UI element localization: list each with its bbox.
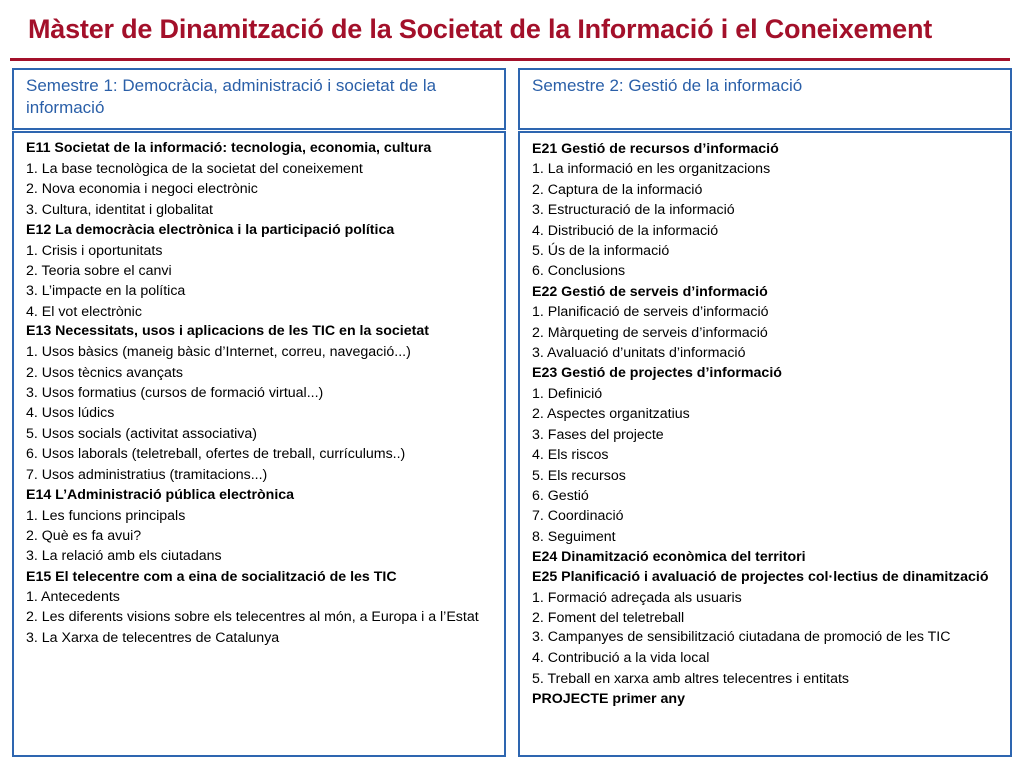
list-item: 1. Antecedents [26,589,120,606]
list-item: 3. Avaluació d’unitats d’informació [532,345,746,362]
module-heading: E24 Dinamització econòmica del territori [532,549,806,566]
list-item: 3. Estructuració de la informació [532,202,735,219]
module-heading: PROJECTE primer any [532,691,685,708]
list-item: 2. Aspectes organitzatius [532,406,690,423]
list-item: 3. Campanyes de sensibilització ciutadana de promoció de les TIC [532,629,951,646]
list-item: 7. Usos administratius (tramitacions...) [26,466,268,483]
list-item: 3. Fases del projecte [532,426,664,443]
list-item: 2. Màrqueting de serveis d’informació [532,324,768,341]
list-item: 5. Els recursos [532,467,626,484]
list-item: 4. El vot electrònic [26,303,142,320]
semester1-header-box [12,68,506,130]
list-item: 3. L’impacte en la política [26,283,186,300]
module-heading: E22 Gestió de serveis d’informació [532,283,768,300]
module-heading: E25 Planificació i avaluació de projectes col·lectius de dinamització [532,568,989,585]
list-item: 1. Crisis i oportunitats [26,242,163,259]
module-heading: E12 La democràcia electrònica i la participació política [26,222,395,239]
list-item: 3. La Xarxa de telecentres de Catalunya [26,629,280,646]
list-item: 5. Ús de la informació [532,243,670,260]
module-heading: E14 L’Administració pública electrònica [26,487,295,504]
list-item: 1. La informació en les organitzacions [532,161,771,178]
list-item: 2. Usos tècnics avançats [26,364,183,381]
list-item: 4. Contribució a la vida local [532,650,710,667]
list-item: 5. Usos socials (activitat associativa) [26,425,258,442]
module-heading: E11 Societat de la informació: tecnologia, economia, cultura [26,140,432,156]
list-item: 1. Formació adreçada als usuaris [532,589,742,606]
list-item: 2. Foment del teletreball [532,609,685,626]
list-item: 1. Planificació de serveis d’informació [532,304,769,321]
list-item: 1. La base tecnològica de la societat del coneixement [26,161,363,177]
module-heading: E21 Gestió de recursos d’informació [532,141,779,157]
list-item: 4. Els riscos [532,447,609,464]
list-item: 2. Què es fa avui? [26,527,142,544]
semester2-header: Semestre 2: Gestió de la informació [532,76,803,95]
list-item: 6. Usos laborals (teletreball, ofertes de treball, currículums..) [26,446,406,463]
list-item: 1. Usos bàsics (maneig bàsic d’Internet, correu, navegació...) [26,344,411,361]
list-item: 3. Cultura, identitat i globalitat [26,201,213,218]
list-item: 6. Gestió [532,487,589,504]
semester1-list [14,133,504,648]
semester2-list [520,133,1010,710]
list-item: 6. Conclusions [532,263,626,280]
list-item: 3. La relació amb els ciutadans [26,548,222,565]
list-item: 4. Usos lúdics [26,405,115,422]
semester2-header-box [518,68,1012,130]
page-title: Màster de Dinamització de la Societat de la Informació i el Coneixement [28,14,933,44]
title-divider [10,58,1010,61]
list-item: 2. Captura de la informació [532,181,703,198]
list-item: 1. Les funcions principals [26,507,186,524]
list-item: 2. Teoria sobre el canvi [26,263,172,280]
list-item: 2. Les diferents visions sobre els telecentres al món, a Europa i a l’Estat [26,608,479,625]
semester1-header: Semestre 1: Democràcia, administració i societat de la informació [26,76,437,117]
list-item: 3. Usos formatius (cursos de formació virtual...) [26,385,324,402]
list-item: 5. Treball en xarxa amb altres telecentres i entitats [532,670,850,687]
list-item: 2. Nova economia i negoci electrònic [26,181,258,198]
semester2-content-box [518,131,1012,757]
list-item: 7. Coordinació [532,508,624,525]
module-heading: E23 Gestió de projectes d’informació [532,365,782,382]
list-item: 1. Definició [532,385,603,402]
list-item: 4. Distribució de la informació [532,222,719,239]
semester1-content-box [12,131,506,757]
list-item: 8. Seguiment [532,528,616,545]
module-heading: E13 Necessitats, usos i aplicacions de les TIC en la societat [26,323,429,340]
module-heading: E15 El telecentre com a eina de socialització de les TIC [26,568,397,585]
